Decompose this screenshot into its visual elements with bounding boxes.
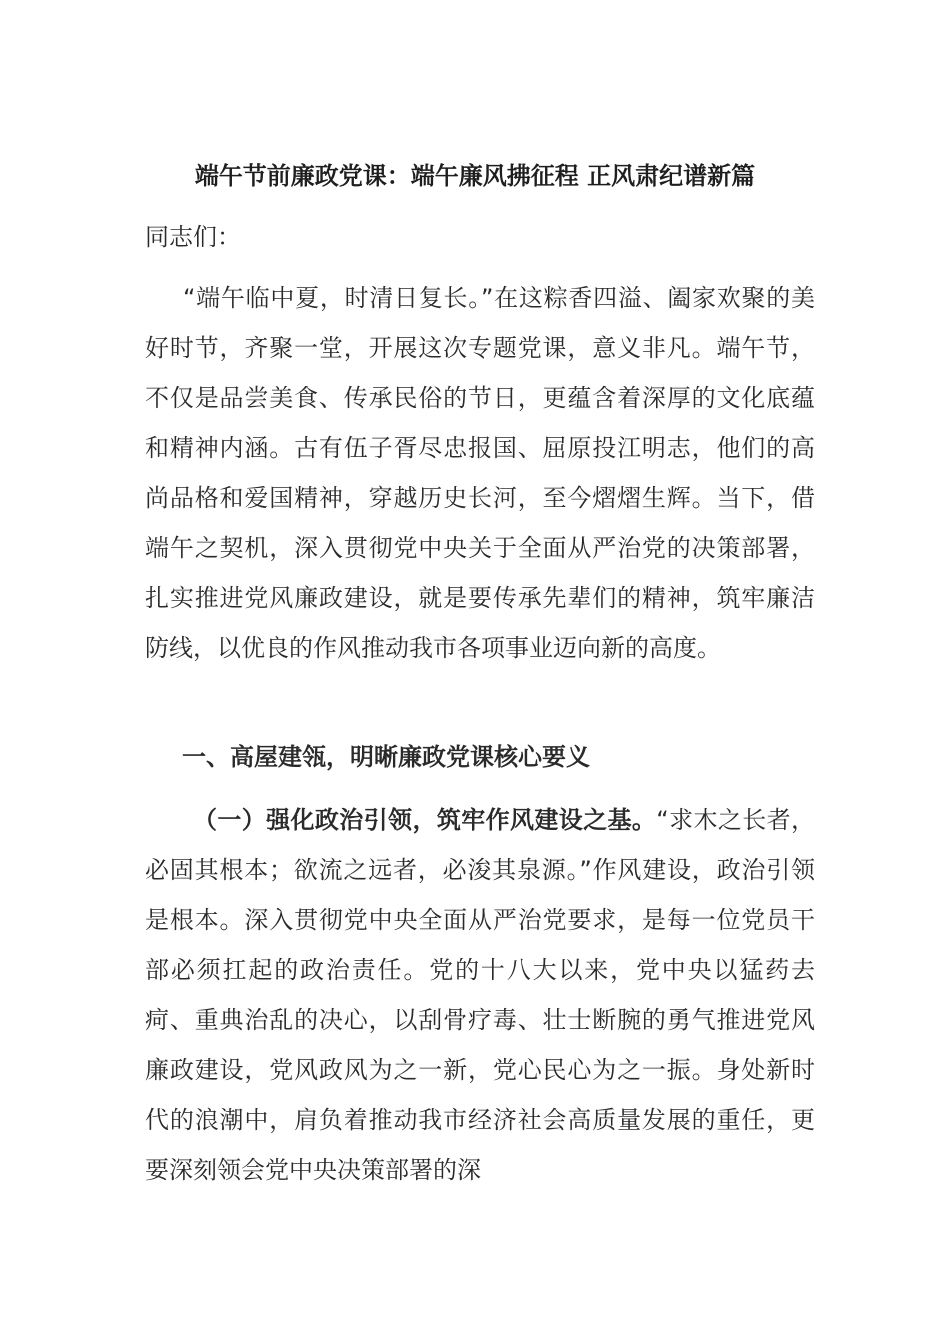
- paragraph-section-1-1: [145, 795, 815, 1195]
- paragraph-intro: “端午临中夏，时清日复长。”在这粽香四溢、阖家欢聚的美好时节，齐聚一堂，开展这次专题党课，意义非凡。端午节，不仅是品尝美食、传承民俗的节日，更蕴含着深厚的文化底蕴和精神内涵。古有伍子胥尽忠报国、屈原投江明志，他们的高尚品格和爱国精神，穿越历史长河，至今熠熠生辉。当下，借端午之契机，深入贯彻党中央关于全面从严治党的决策部署，扎实推进党风廉政建设，就是要传承先辈们的精神，筑牢廉洁防线，以优良的作风推动我市各项事业迈向新的高度。: [145, 284, 815, 662]
- section-heading-1: 一、高屋建瓴，明晰廉政党课核心要义: [182, 743, 590, 771]
- subsection-body: “求木之长者，必固其根本；欲流之远者，必浚其泉源。”作风建设，政治引领是根本。深入贯彻党中央全面从严治党要求，是每一位党员干部必须扛起的政治责任。党的十八大以来，党中央以猛药去疴、重典治乱的决心，以刮骨疗毒、壮士断腕的勇气推进党风廉政建设，党风政风为之一新，党心民心为之一振。身处新时代的浪潮中，肩负着推动我市经济社会高质量发展的重任，更要深刻领会党中央决策部署的深: [145, 806, 816, 1184]
- greeting: 同志们：: [145, 223, 241, 251]
- subsection-lead: （一）强化政治引领，筑牢作风建设之基。: [193, 806, 657, 834]
- document-title: 端午节前廉政党课：端午廉风拂征程 正风肃纪谱新篇: [194, 162, 756, 190]
